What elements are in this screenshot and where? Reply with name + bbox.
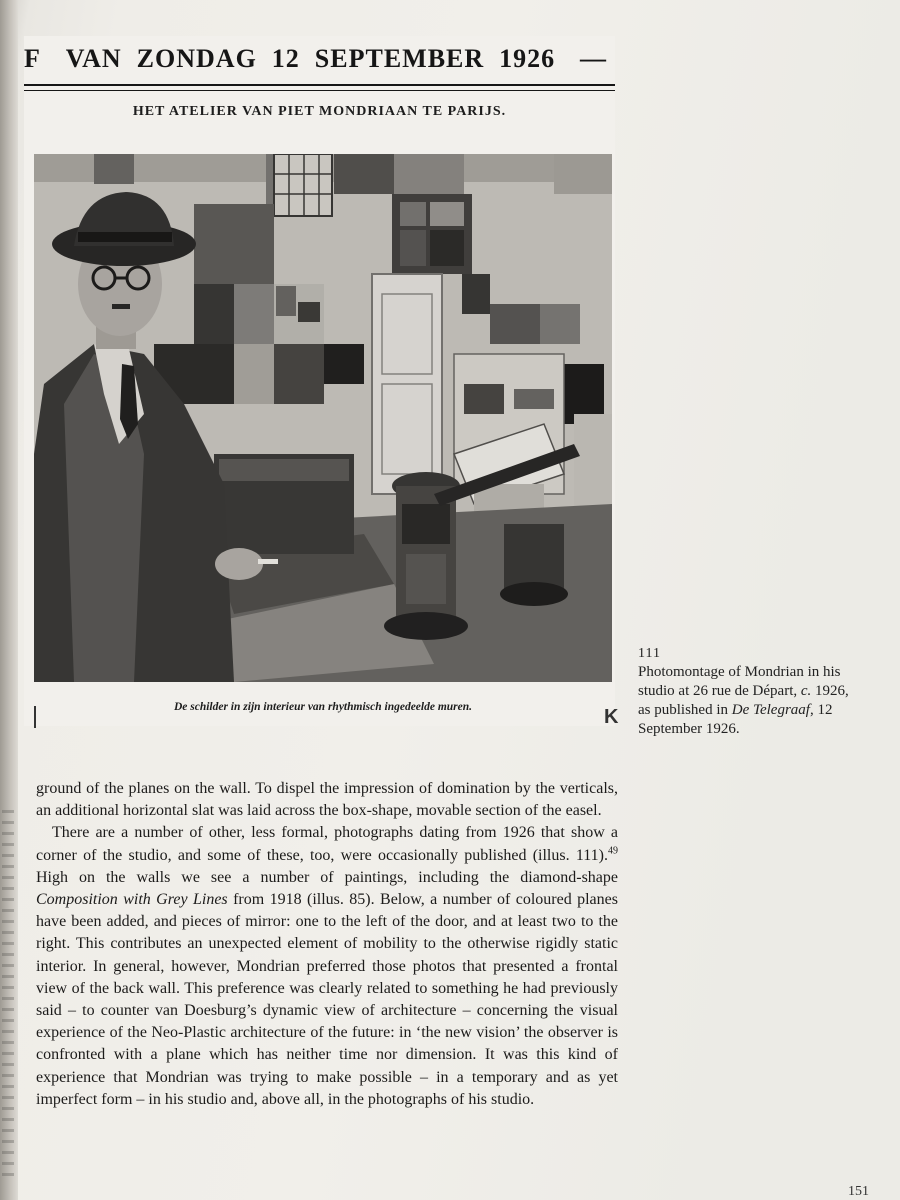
paragraph-text: from 1918 (illus. 85). Below, a number of coloured planes have been added, and pieces of mirror: one to the left of the door, and at least two to the right. This contributes an unexpected element of mobility to the otherwise rigidly static interior. In general, however, Mondrian preferred those photos that presented a frontal view of the back wall. This preference was clearly related to something he had previously said – to counter van Doesburg’s dynamic view of architecture – concerning the visual experience of the Neo-Plastic architecture of the future: in ‘the new vision’ the observer is confronted with a plane which has neither time nor dimension. It was this kind of experience that Mondrian was trying to make possible – in a temporary and as yet imperfect form – in his studio and, above all, in the photographs of his studio. (36, 891, 618, 1108)
paragraph-text: High on the walls we see a number of paintings, including the diamond-shape (36, 868, 618, 886)
newspaper-photo-caption: De schilder in zijn interieur van rhythmisch ingedeelde muren. (173, 701, 473, 713)
body-text (36, 778, 618, 1111)
masthead-rule (24, 84, 615, 91)
figure-number: 111 (638, 646, 661, 661)
caption-line: Photomontage of Mondrian in his (638, 664, 841, 680)
page-number: 151 (848, 1184, 869, 1199)
caption-circa: c. (800, 683, 812, 699)
masthead-fragment: F (24, 44, 41, 73)
artwork-title: Composition with Grey Lines (36, 891, 228, 909)
facing-page-edge (2, 810, 14, 1180)
article-headline: HET ATELIER VAN PIET MONDRIAAN TE PARIJS. (132, 104, 507, 119)
footnote-ref: 49 (608, 845, 618, 857)
caption-publication: De Telegraaf (731, 702, 810, 718)
masthead-date: VAN ZONDAG 12 SEPTEMBER 1926 (65, 44, 556, 73)
caption-signature-mark: K (604, 706, 619, 728)
photo-illustration (34, 154, 612, 682)
caption-text: as published in (638, 702, 732, 718)
caption-line (638, 682, 878, 701)
caption-year: 1926, (811, 683, 849, 699)
caption-line: September 1926. (638, 721, 740, 737)
paragraph: ground of the planes on the wall. To dispel the impression of domination by the verticals, an additional horizontal slat was laid across the box-shape, movable section of the easel. (36, 780, 618, 820)
paragraph (36, 822, 618, 1111)
newspaper-clipping (24, 36, 619, 728)
masthead-dash: — (579, 44, 607, 73)
paragraph-text: There are a number of other, less formal, photographs dating from 1926 that show a corner of the studio, and some of these, too, were occasionally published (illus. 111). (36, 824, 618, 864)
caption-text: studio at 26 rue de Départ, (638, 683, 798, 699)
newspaper-masthead (24, 36, 615, 82)
studio-photograph (34, 154, 612, 682)
caption-line (638, 701, 878, 720)
caption-text: , 12 (809, 702, 833, 718)
figure-caption (638, 644, 878, 739)
